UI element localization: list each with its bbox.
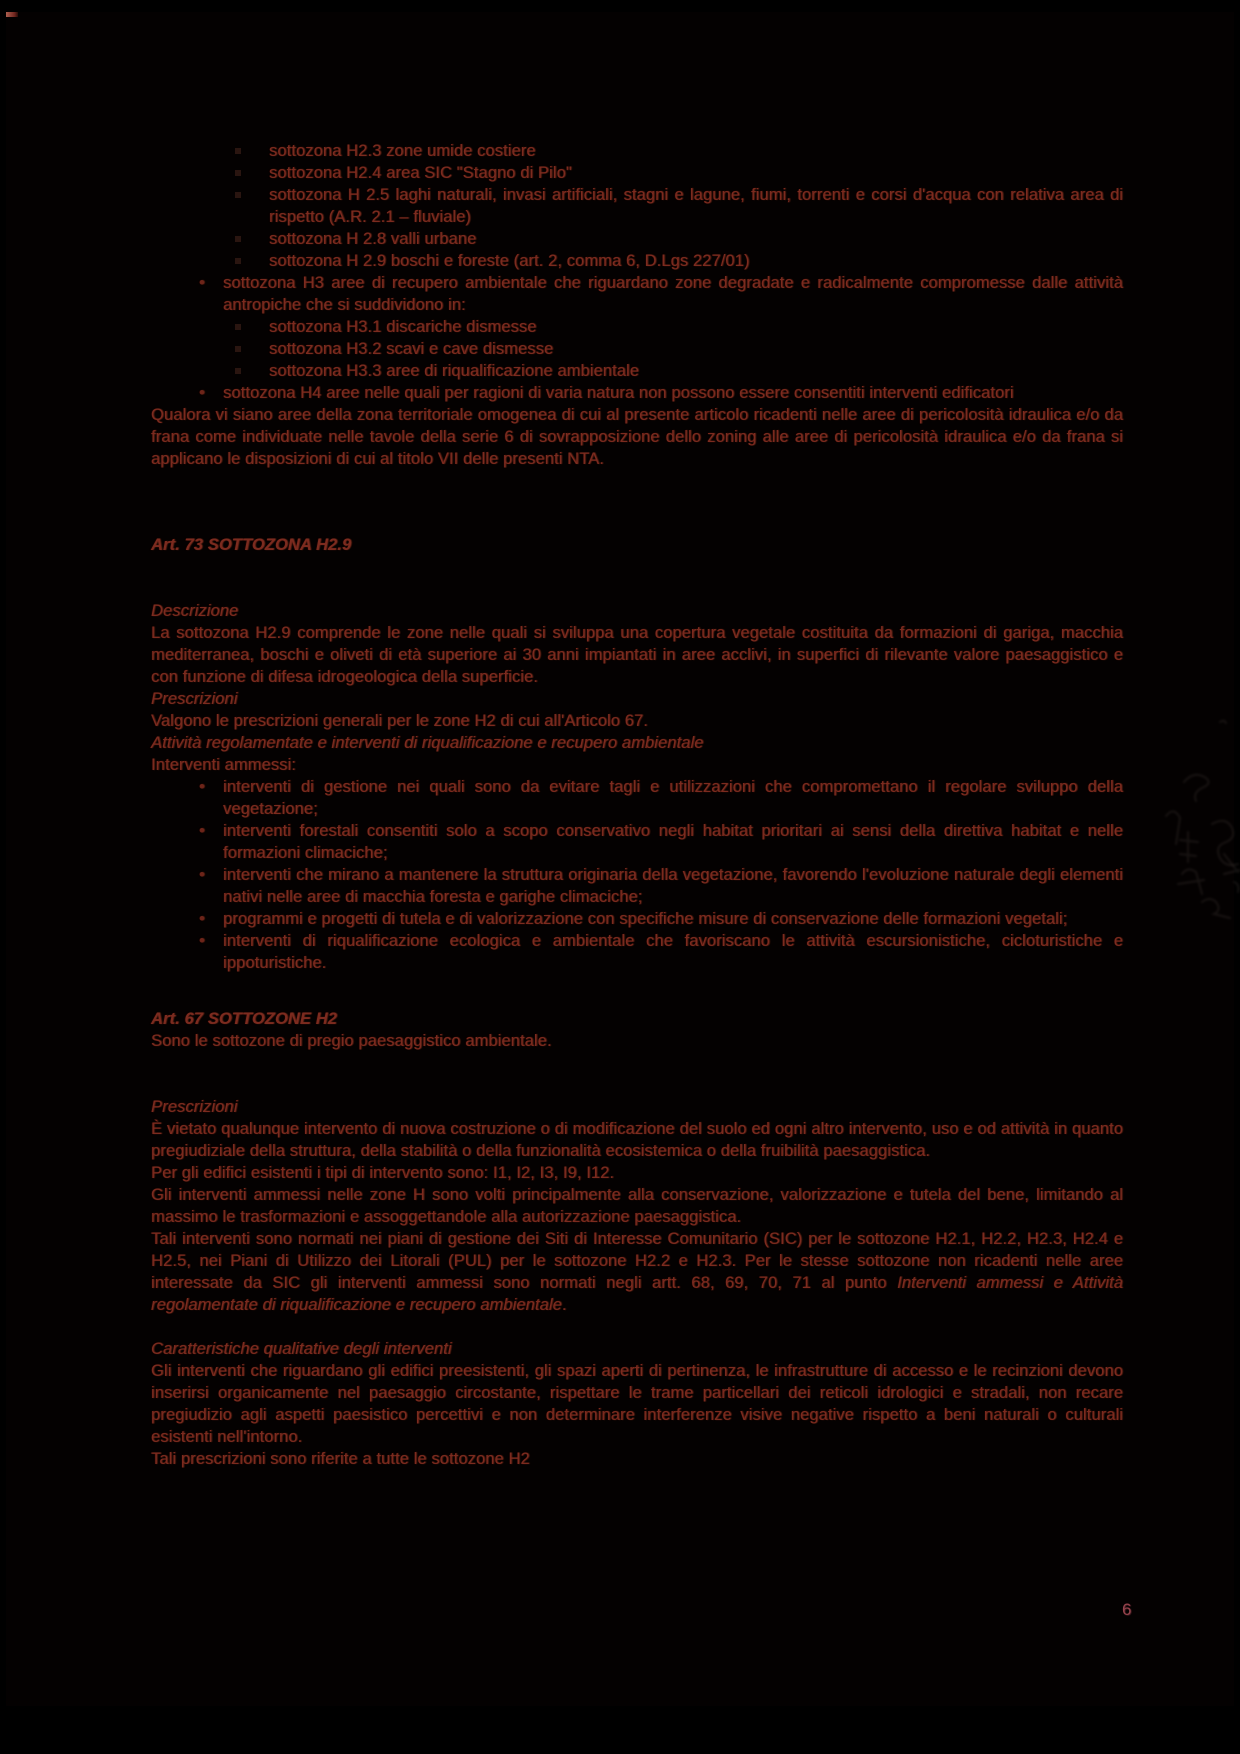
list-item: sottozona H2.3 zone umide costiere xyxy=(151,140,1123,162)
document-page xyxy=(6,12,1234,1706)
list-item: sottozona H3.2 scavi e cave dismesse xyxy=(151,338,1123,360)
paragraph-edifici: Per gli edifici esistenti i tipi di intervento sono: I1, I2, I3, I9, I12. xyxy=(151,1164,615,1182)
paragraph-qualora: Qualora vi siano aree della zona territoriale omogenea di cui al presente articolo ricadenti nelle aree di pericolosità idraulica e/o da frana come individuate nelle tavole della serie 6 di sovrapposizione dello zoning alle aree di pericolosità idraulica e/o da frana si applicano le disposizioni di cui al titolo VII delle presenti NTA. xyxy=(151,406,1123,468)
stamp-mark xyxy=(1154,704,1240,924)
page-content xyxy=(151,140,1123,1470)
paragraph-normati: Tali interventi sono normati nei piani di gestione dei Siti di Interesse Comunitario (SIC) per le sottozone H2.1, H2.2, H2.3, H2.4 e H2.5, nei Piani di Utilizzo dei Litorali (PUL) per le sottozone H2.2 e H2.3. Per le stesse sottozone non ricadenti nelle aree interessate da SIC gli interventi ammessi sono normati negli artt. 68, 69, 70, 71 al punto Interventi ammessi e Attività regolamentate di riqualificazione e recupero ambientale. xyxy=(151,1230,1123,1314)
page-number: 6 xyxy=(1122,1600,1132,1619)
paragraph-interventi: Gli interventi ammessi nelle zone H sono volti principalmente alla conservazione, valorizzazione e tutela del bene, limitando al massimo le trasformazioni e assoggettandole alla autorizzazione paesaggistica. xyxy=(151,1186,1123,1226)
article-73-heading: Art. 73 SOTTOZONA H2.9 xyxy=(151,536,352,554)
paragraph-riferite: Tali prescrizioni sono riferite a tutte le sottozone H2 xyxy=(151,1450,530,1468)
h2-subzone-list xyxy=(151,140,1123,272)
descrizione-paragraph: La sottozona H2.9 comprende le zone nelle quali si sviluppa una copertura vegetale costituita da formazioni di gariga, macchia mediterranea, boschi e oliveti di età superiore ai 30 anni impiantati in aree acclivi, in superfici di rilevante valore paesaggistico e con funzione di difesa idrogeologica della superficie. xyxy=(151,624,1123,686)
list-item: • interventi che mirano a mantenere la struttura originaria della vegetazione, favorendo l'evoluzione naturale degli elementi nativi nelle aree di macchia foresta e garighe climaciche; xyxy=(151,864,1123,908)
list-item: sottozona H 2.8 valli urbane xyxy=(151,228,1123,250)
article-67-heading: Art. 67 SOTTOZONE H2 xyxy=(151,1010,337,1028)
paragraph-vietato: È vietato qualunque intervento di nuova costruzione o di modificazione del suolo ed ogni altro intervento, uso e od attività in quanto pregiudiziale della struttura, della stabilità o della funzionalità ecosistemica o della fruibilità paesaggistica. xyxy=(151,1120,1123,1160)
list-item: • sottozona H3 aree di recupero ambientale che riguardano zone degradate e radicalmente compromesse dalle attività antropiche che si suddividono in: xyxy=(151,272,1123,316)
h-zone-list xyxy=(151,272,1123,316)
list-item: sottozona H3.1 discariche dismesse xyxy=(151,316,1123,338)
list-item: • interventi forestali consentiti solo a scopo conservativo negli habitat prioritari ai sensi della direttiva habitat e nelle formazioni climaciche; xyxy=(151,820,1123,864)
list-item: • sottozona H4 aree nelle quali per ragioni di varia natura non possono essere consentiti interventi edificatori xyxy=(151,382,1123,404)
prescrizioni-label: Prescrizioni xyxy=(151,1098,238,1116)
list-item: • interventi di gestione nei quali sono da evitare tagli e utilizzazioni che compromettano il regolare sviluppo della vegetazione; xyxy=(151,776,1123,820)
list-item: • programmi e progetti di tutela e di valorizzazione con specifiche misure di conservazione delle formazioni vegetali; xyxy=(151,908,1123,930)
prescrizioni-paragraph: Valgono le prescrizioni generali per le zone H2 di cui all'Articolo 67. xyxy=(151,712,648,730)
list-item: • interventi di riqualificazione ecologica e ambientale che favoriscano le attività escursionistiche, cicloturistiche e ippoturistiche. xyxy=(151,930,1123,974)
scan-artifact-top-left xyxy=(6,12,18,17)
list-item: sottozona H2.4 area SIC "Stagno di Pilo" xyxy=(151,162,1123,184)
descrizione-label: Descrizione xyxy=(151,602,239,620)
attivita-label: Attività regolamentate e interventi di riqualificazione e recupero ambientale xyxy=(151,734,704,752)
article-67-intro: Sono le sottozone di pregio paesaggistico ambientale. xyxy=(151,1032,552,1050)
interventi-list xyxy=(151,776,1123,974)
list-item: sottozona H 2.5 laghi naturali, invasi artificiali, stagni e lagune, fiumi, torrenti e corsi d'acqua con relativa area di rispetto (A.R. 2.1 – fluviale) xyxy=(151,184,1123,228)
h-zone-list xyxy=(151,382,1123,404)
caratteristiche-label: Caratteristiche qualitative degli interventi xyxy=(151,1340,452,1358)
h3-subzone-list xyxy=(151,316,1123,382)
list-item: sottozona H 2.9 boschi e foreste (art. 2, comma 6, D.Lgs 227/01) xyxy=(151,250,1123,272)
list-item: sottozona H3.3 aree di riqualificazione ambientale xyxy=(151,360,1123,382)
interventi-ammessi-label: Interventi ammessi: xyxy=(151,756,296,774)
prescrizioni-label: Prescrizioni xyxy=(151,690,238,708)
paragraph-caratteristiche: Gli interventi che riguardano gli edifici preesistenti, gli spazi aperti di pertinenza, le infrastrutture di accesso e le recinzioni devono inserirsi organicamente nel paesaggio circostante, rispettare le trame particellari dei reticoli idrologici e stradali, non recare pregiudizio agli aspetti paesistico percettivi e non determinare interferenze visive negative rispetto a beni naturali o culturali esistenti nell'intorno. xyxy=(151,1362,1123,1446)
